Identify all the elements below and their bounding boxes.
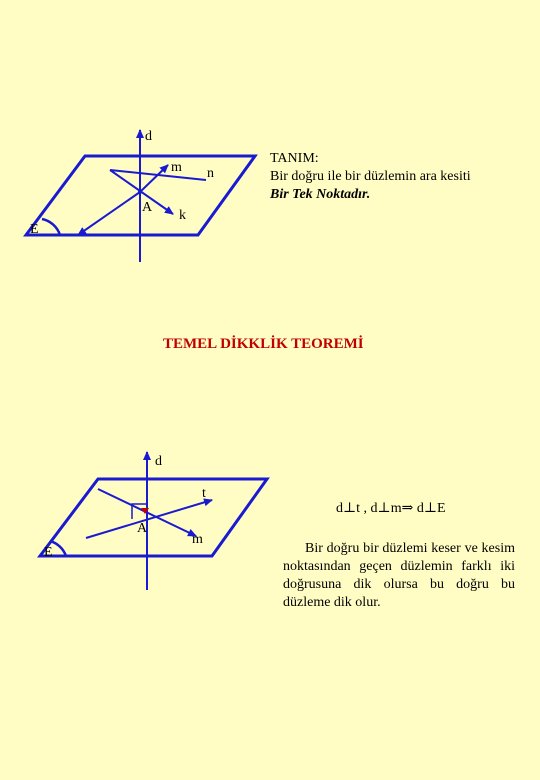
perpendicular-formula: d⊥t , d⊥m⇒ d⊥E: [336, 501, 446, 516]
definition-line-1: Bir doğru ile bir düzlemin ara kesiti: [270, 169, 471, 184]
definition-block: [270, 150, 530, 204]
label-n: n: [207, 166, 214, 181]
label-a-2: A: [137, 521, 148, 536]
theorem-text: Bir doğru bir düzlemi keser ve kesim noktasından geçen düzlemin farklı iki doğrusuna dik olursa bu doğru bu düzleme dik olur.: [283, 541, 515, 610]
definition-line-2: Bir Tek Noktadır.: [270, 187, 371, 202]
definition-title: TANIM:: [270, 151, 319, 166]
label-m: m: [171, 160, 182, 175]
label-e-2: E: [44, 545, 53, 560]
label-d: d: [145, 129, 152, 144]
label-d-2: d: [155, 454, 162, 469]
label-t: t: [202, 486, 206, 501]
label-e: E: [30, 222, 39, 237]
label-a: A: [142, 200, 153, 215]
label-k: k: [179, 208, 186, 223]
theorem-heading: TEMEL DİKKLİK TEOREMİ: [163, 336, 364, 352]
label-m-2: m: [192, 532, 203, 547]
